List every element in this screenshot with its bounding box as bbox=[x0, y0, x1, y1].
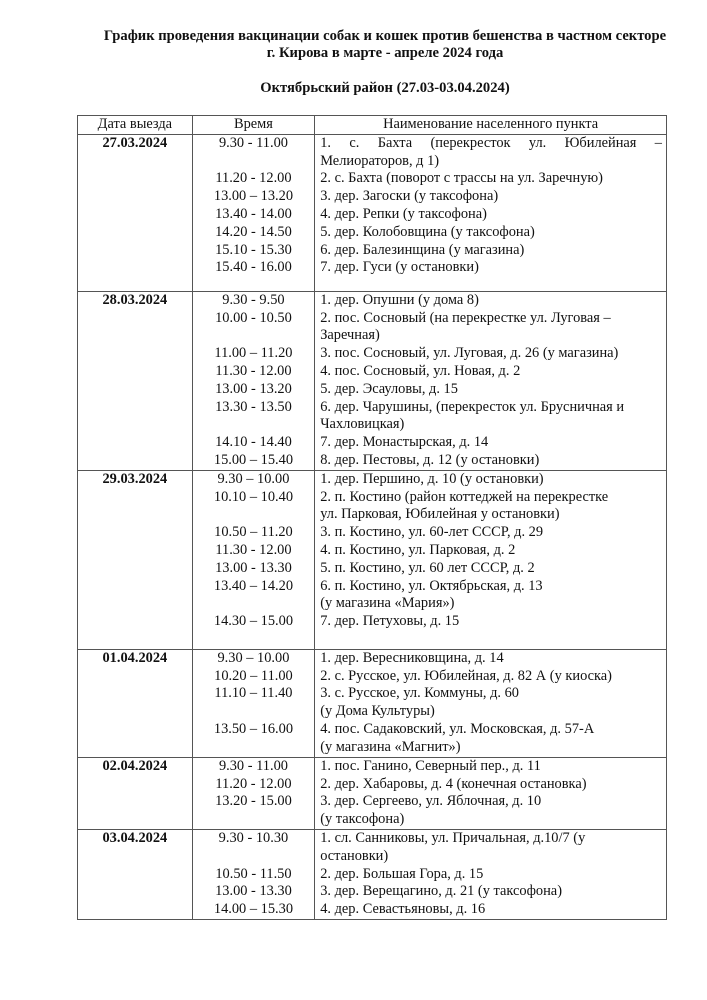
time-slot: 13.50 – 16.00 bbox=[213, 720, 294, 737]
time-slot-spacer bbox=[193, 739, 315, 757]
place-line: 4. пос. Садаковский, ул. Московская, д. 57-А bbox=[320, 720, 595, 737]
place-line: 1. дер. Вересниковщина, д. 14 bbox=[320, 649, 504, 666]
table-header-row bbox=[78, 116, 667, 135]
time-slot: 11.20 - 12.00 bbox=[215, 170, 292, 187]
time-slot: 13.40 - 14.00 bbox=[215, 205, 292, 222]
place-line: 7. дер. Гуси (у остановки) bbox=[320, 259, 479, 276]
place-line: 4. п. Костино, ул. Парковая, д. 2 bbox=[320, 541, 516, 558]
time-slot: 9.30 – 10.00 bbox=[217, 470, 290, 487]
visit-date: 28.03.2024 bbox=[78, 291, 193, 470]
place-line: (у Дома Культуры) bbox=[320, 703, 435, 720]
table-row bbox=[78, 291, 667, 470]
table-row bbox=[78, 829, 667, 919]
time-slot: 13.00 - 13.30 bbox=[215, 883, 292, 900]
visit-date: 02.04.2024 bbox=[78, 757, 193, 829]
place-line: 1. дер. Першино, д. 10 (у остановки) bbox=[320, 470, 544, 487]
time-slot: 9.30 - 9.50 bbox=[222, 291, 285, 308]
time-slot: 14.20 - 14.50 bbox=[215, 223, 292, 240]
place-line: 2. пос. Сосновый (на перекрестке ул. Луговая – bbox=[320, 309, 611, 326]
place-line: 2. дер. Хабаровы, д. 4 (конечная остановка) bbox=[320, 775, 587, 792]
time-slot: 11.00 – 11.20 bbox=[214, 345, 293, 362]
time-slot-spacer bbox=[193, 595, 315, 613]
time-slot: 13.40 – 14.20 bbox=[213, 577, 294, 594]
place-line: (у магазина «Мария») bbox=[320, 595, 455, 612]
time-slot: 10.50 - 11.50 bbox=[215, 865, 292, 882]
time-slot: 9.30 – 10.00 bbox=[217, 649, 290, 666]
document-title-line-2: г. Кирова в марте - апреле 2024 года bbox=[266, 45, 504, 61]
place-line: Мелиораторов, д 1) bbox=[320, 152, 440, 169]
header-date: Дата выезда bbox=[78, 116, 193, 135]
time-cell bbox=[192, 291, 315, 470]
place-line: 1. с. Бахта (перекресток ул. Юбилейная – bbox=[320, 134, 662, 151]
place-line: 1. сл. Санниковы, ул. Причальная, д.10/7 (у bbox=[320, 829, 586, 846]
time-slot-spacer bbox=[193, 327, 315, 345]
place-line: 7. дер. Монастырская, д. 14 bbox=[320, 434, 489, 451]
time-cell bbox=[192, 757, 315, 829]
place-line: 3. дер. Сергеево, ул. Яблочная, д. 10 bbox=[320, 793, 542, 810]
time-slot-spacer bbox=[193, 703, 315, 721]
place-line: (у таксофона) bbox=[320, 811, 405, 828]
time-slot: 14.30 – 15.00 bbox=[213, 613, 294, 630]
place-cell bbox=[315, 829, 667, 919]
place-line: 2. с. Бахта (поворот с трассы на ул. Заречную) bbox=[320, 170, 603, 187]
time-slot: 13.00 - 13.20 bbox=[215, 380, 292, 397]
place-line: 6. п. Костино, ул. Октябрьская, д. 13 bbox=[320, 577, 543, 594]
time-slot: 14.10 - 14.40 bbox=[215, 434, 292, 451]
time-slot: 15.00 – 15.40 bbox=[213, 451, 294, 468]
place-line: 5. п. Костино, ул. 60 лет СССР, д. 2 bbox=[320, 559, 535, 576]
time-slot: 9.30 - 11.00 bbox=[218, 134, 288, 151]
time-slot: 13.20 - 15.00 bbox=[215, 793, 292, 810]
time-cell bbox=[192, 470, 315, 649]
place-cell bbox=[315, 470, 667, 649]
place-line: 3. с. Русское, ул. Коммуны, д. 60 bbox=[320, 685, 519, 702]
time-cell bbox=[192, 134, 315, 291]
time-slot-spacer bbox=[193, 153, 315, 171]
place-line: 1. пос. Ганино, Северный пер., д. 11 bbox=[320, 757, 541, 774]
time-slot: 15.10 - 15.30 bbox=[215, 241, 292, 258]
table-row bbox=[78, 649, 667, 757]
place-line: ул. Парковая, Юбилейная у остановки) bbox=[320, 506, 560, 523]
place-line: 2. дер. Большая Гора, д. 15 bbox=[320, 865, 484, 882]
time-slot: 15.40 - 16.00 bbox=[215, 259, 292, 276]
time-slot: 9.30 - 11.00 bbox=[218, 757, 288, 774]
place-line: Заречная) bbox=[320, 327, 380, 344]
place-line: 3. пос. Сосновый, ул. Луговая, д. 26 (у магазина) bbox=[320, 345, 619, 362]
vaccination-schedule-table bbox=[77, 115, 667, 920]
district-heading: Октябрьский район (27.03-03.04.2024) bbox=[260, 80, 510, 96]
time-slot: 13.00 – 13.20 bbox=[213, 188, 294, 205]
time-slot-spacer bbox=[193, 506, 315, 524]
place-line: 2. п. Костино (район коттеджей на перекрестке bbox=[320, 488, 609, 505]
table-row bbox=[78, 470, 667, 649]
time-slot: 11.20 - 12.00 bbox=[215, 775, 292, 792]
place-line: 6. дер. Чарушины, (перекресток ул. Брусничная и bbox=[320, 398, 625, 415]
place-cell bbox=[315, 291, 667, 470]
place-line: 5. дер. Колобовщина (у таксофона) bbox=[320, 223, 535, 240]
time-cell bbox=[192, 649, 315, 757]
place-line: (у магазина «Магнит») bbox=[320, 738, 461, 755]
time-slot: 10.20 – 11.00 bbox=[214, 667, 293, 684]
time-slot: 10.50 – 11.20 bbox=[214, 524, 293, 541]
visit-date: 27.03.2024 bbox=[78, 134, 193, 291]
place-cell bbox=[315, 757, 667, 829]
time-slot: 11.10 – 11.40 bbox=[214, 685, 293, 702]
time-cell bbox=[192, 829, 315, 919]
place-cell bbox=[315, 134, 667, 291]
time-slot-spacer bbox=[193, 811, 315, 829]
visit-date: 03.04.2024 bbox=[78, 829, 193, 919]
visit-date: 29.03.2024 bbox=[78, 470, 193, 649]
time-slot-spacer bbox=[193, 848, 315, 866]
place-line: 6. дер. Балезинщина (у магазина) bbox=[320, 241, 525, 258]
table-row bbox=[78, 134, 667, 291]
place-line: остановки) bbox=[320, 847, 389, 864]
header-place: Наименование населенного пункта bbox=[315, 116, 667, 135]
place-line: 1. дер. Опушни (у дома 8) bbox=[320, 291, 479, 308]
visit-date: 01.04.2024 bbox=[78, 649, 193, 757]
time-slot: 10.10 – 10.40 bbox=[213, 488, 294, 505]
place-line: 5. дер. Эсауловы, д. 15 bbox=[320, 380, 458, 397]
time-slot: 9.30 - 10.30 bbox=[218, 829, 289, 846]
place-line: 4. дер. Севастьяновы, д. 16 bbox=[320, 901, 486, 918]
place-line: 2. с. Русское, ул. Юбилейная, д. 82 А (у киоска) bbox=[320, 667, 612, 684]
table-row bbox=[78, 757, 667, 829]
place-line: 4. дер. Репки (у таксофона) bbox=[320, 205, 487, 222]
time-slot: 13.30 - 13.50 bbox=[215, 398, 292, 415]
time-slot: 11.30 - 12.00 bbox=[215, 362, 292, 379]
document-title-line-1: График проведения вакцинации собак и кошек против бешенства в частном секторе bbox=[103, 28, 667, 44]
place-line: Чахловицкая) bbox=[320, 416, 405, 433]
place-line: 4. пос. Сосновый, ул. Новая, д. 2 bbox=[320, 362, 521, 379]
time-slot: 14.00 – 15.30 bbox=[213, 901, 294, 918]
header-time: Время bbox=[192, 116, 315, 135]
place-line: 8. дер. Пестовы, д. 12 (у остановки) bbox=[320, 451, 540, 468]
time-slot-spacer bbox=[193, 416, 315, 434]
time-slot: 11.30 - 12.00 bbox=[215, 541, 292, 558]
place-line: 7. дер. Петуховы, д. 15 bbox=[320, 613, 460, 630]
time-slot: 10.00 - 10.50 bbox=[215, 309, 292, 326]
place-line: 3. дер. Верещагино, д. 21 (у таксофона) bbox=[320, 883, 562, 900]
place-line: 3. п. Костино, ул. 60-лет СССР, д. 29 bbox=[320, 524, 544, 541]
time-slot: 13.00 - 13.30 bbox=[215, 559, 292, 576]
place-line: 3. дер. Загоски (у таксофона) bbox=[320, 188, 499, 205]
place-cell bbox=[315, 649, 667, 757]
